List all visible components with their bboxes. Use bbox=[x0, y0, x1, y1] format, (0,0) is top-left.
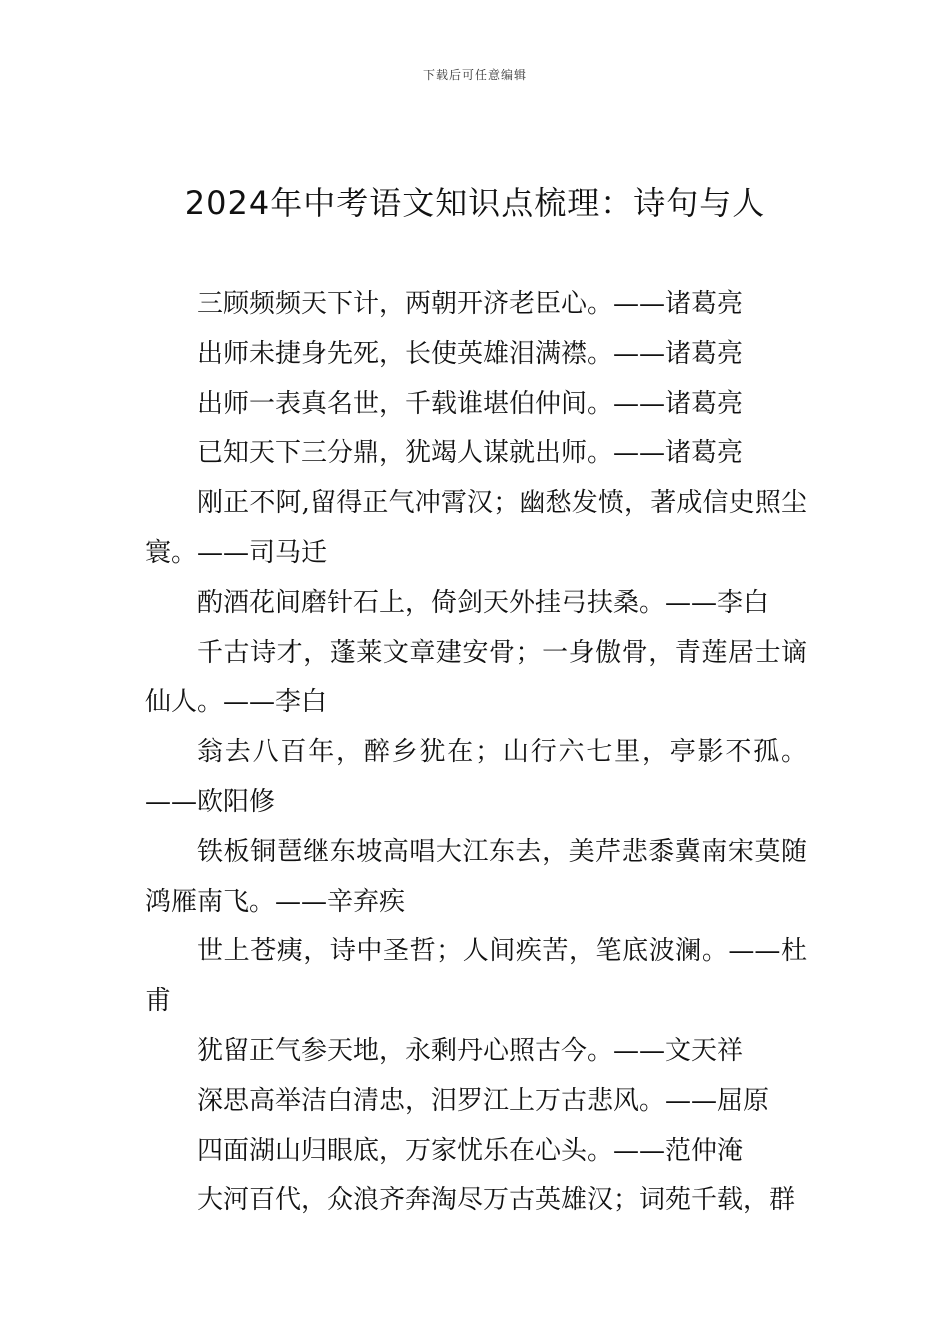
paragraph: 三顾频频天下计，两朝开济老臣心。——诸葛亮 bbox=[197, 289, 744, 319]
paragraph: 犹留正气参天地，永剩丹心照古今。——文天祥 bbox=[197, 1035, 744, 1066]
document-title: 2024年中考语文知识点梳理：诗句与人 bbox=[184, 184, 766, 222]
header-note: 下载后可任意编辑 bbox=[422, 68, 527, 82]
paragraph: 世上苍痍，诗中圣哲；人间疾苦，笔底波澜。——杜甫 bbox=[145, 936, 807, 1017]
document-body bbox=[145, 280, 807, 1226]
paragraph: 出师一表真名世，千载谁堪伯仲间。——诸葛亮 bbox=[197, 388, 744, 419]
paragraph: 出师未捷身先死，长使英雄泪满襟。——诸葛亮 bbox=[197, 338, 744, 369]
paragraph: 已知天下三分鼎，犹竭人谋就出师。——诸葛亮 bbox=[197, 438, 744, 469]
paragraph: 大河百代，众浪齐奔淘尽万古英雄汉；词苑千载，群 bbox=[197, 1185, 796, 1216]
paragraph: 深思高举洁白清忠，汨罗江上万古悲风。——屈原 bbox=[197, 1085, 770, 1116]
paragraph: 铁板铜琶继东坡高唱大江东去，美芹悲黍冀南宋莫随鸿雁南飞。——辛弃疾 bbox=[145, 836, 807, 917]
paragraph: 千古诗才，蓬莱文章建安骨；一身傲骨，青莲居士谪仙人。——李白 bbox=[145, 637, 807, 718]
paragraph: 四面湖山归眼底，万家忧乐在心头。——范仲淹 bbox=[197, 1135, 744, 1166]
paragraph: 酌酒花间磨针石上，倚剑天外挂弓扶桑。——李白 bbox=[197, 587, 770, 618]
paragraph: 翁去八百年，醉乡犹在；山行六七里，亭影不孤。——欧阳修 bbox=[145, 737, 807, 817]
paragraph: 刚正不阿,留得正气冲霄汉；幽愁发愤，著成信史照尘寰。——司马迁 bbox=[145, 488, 807, 568]
